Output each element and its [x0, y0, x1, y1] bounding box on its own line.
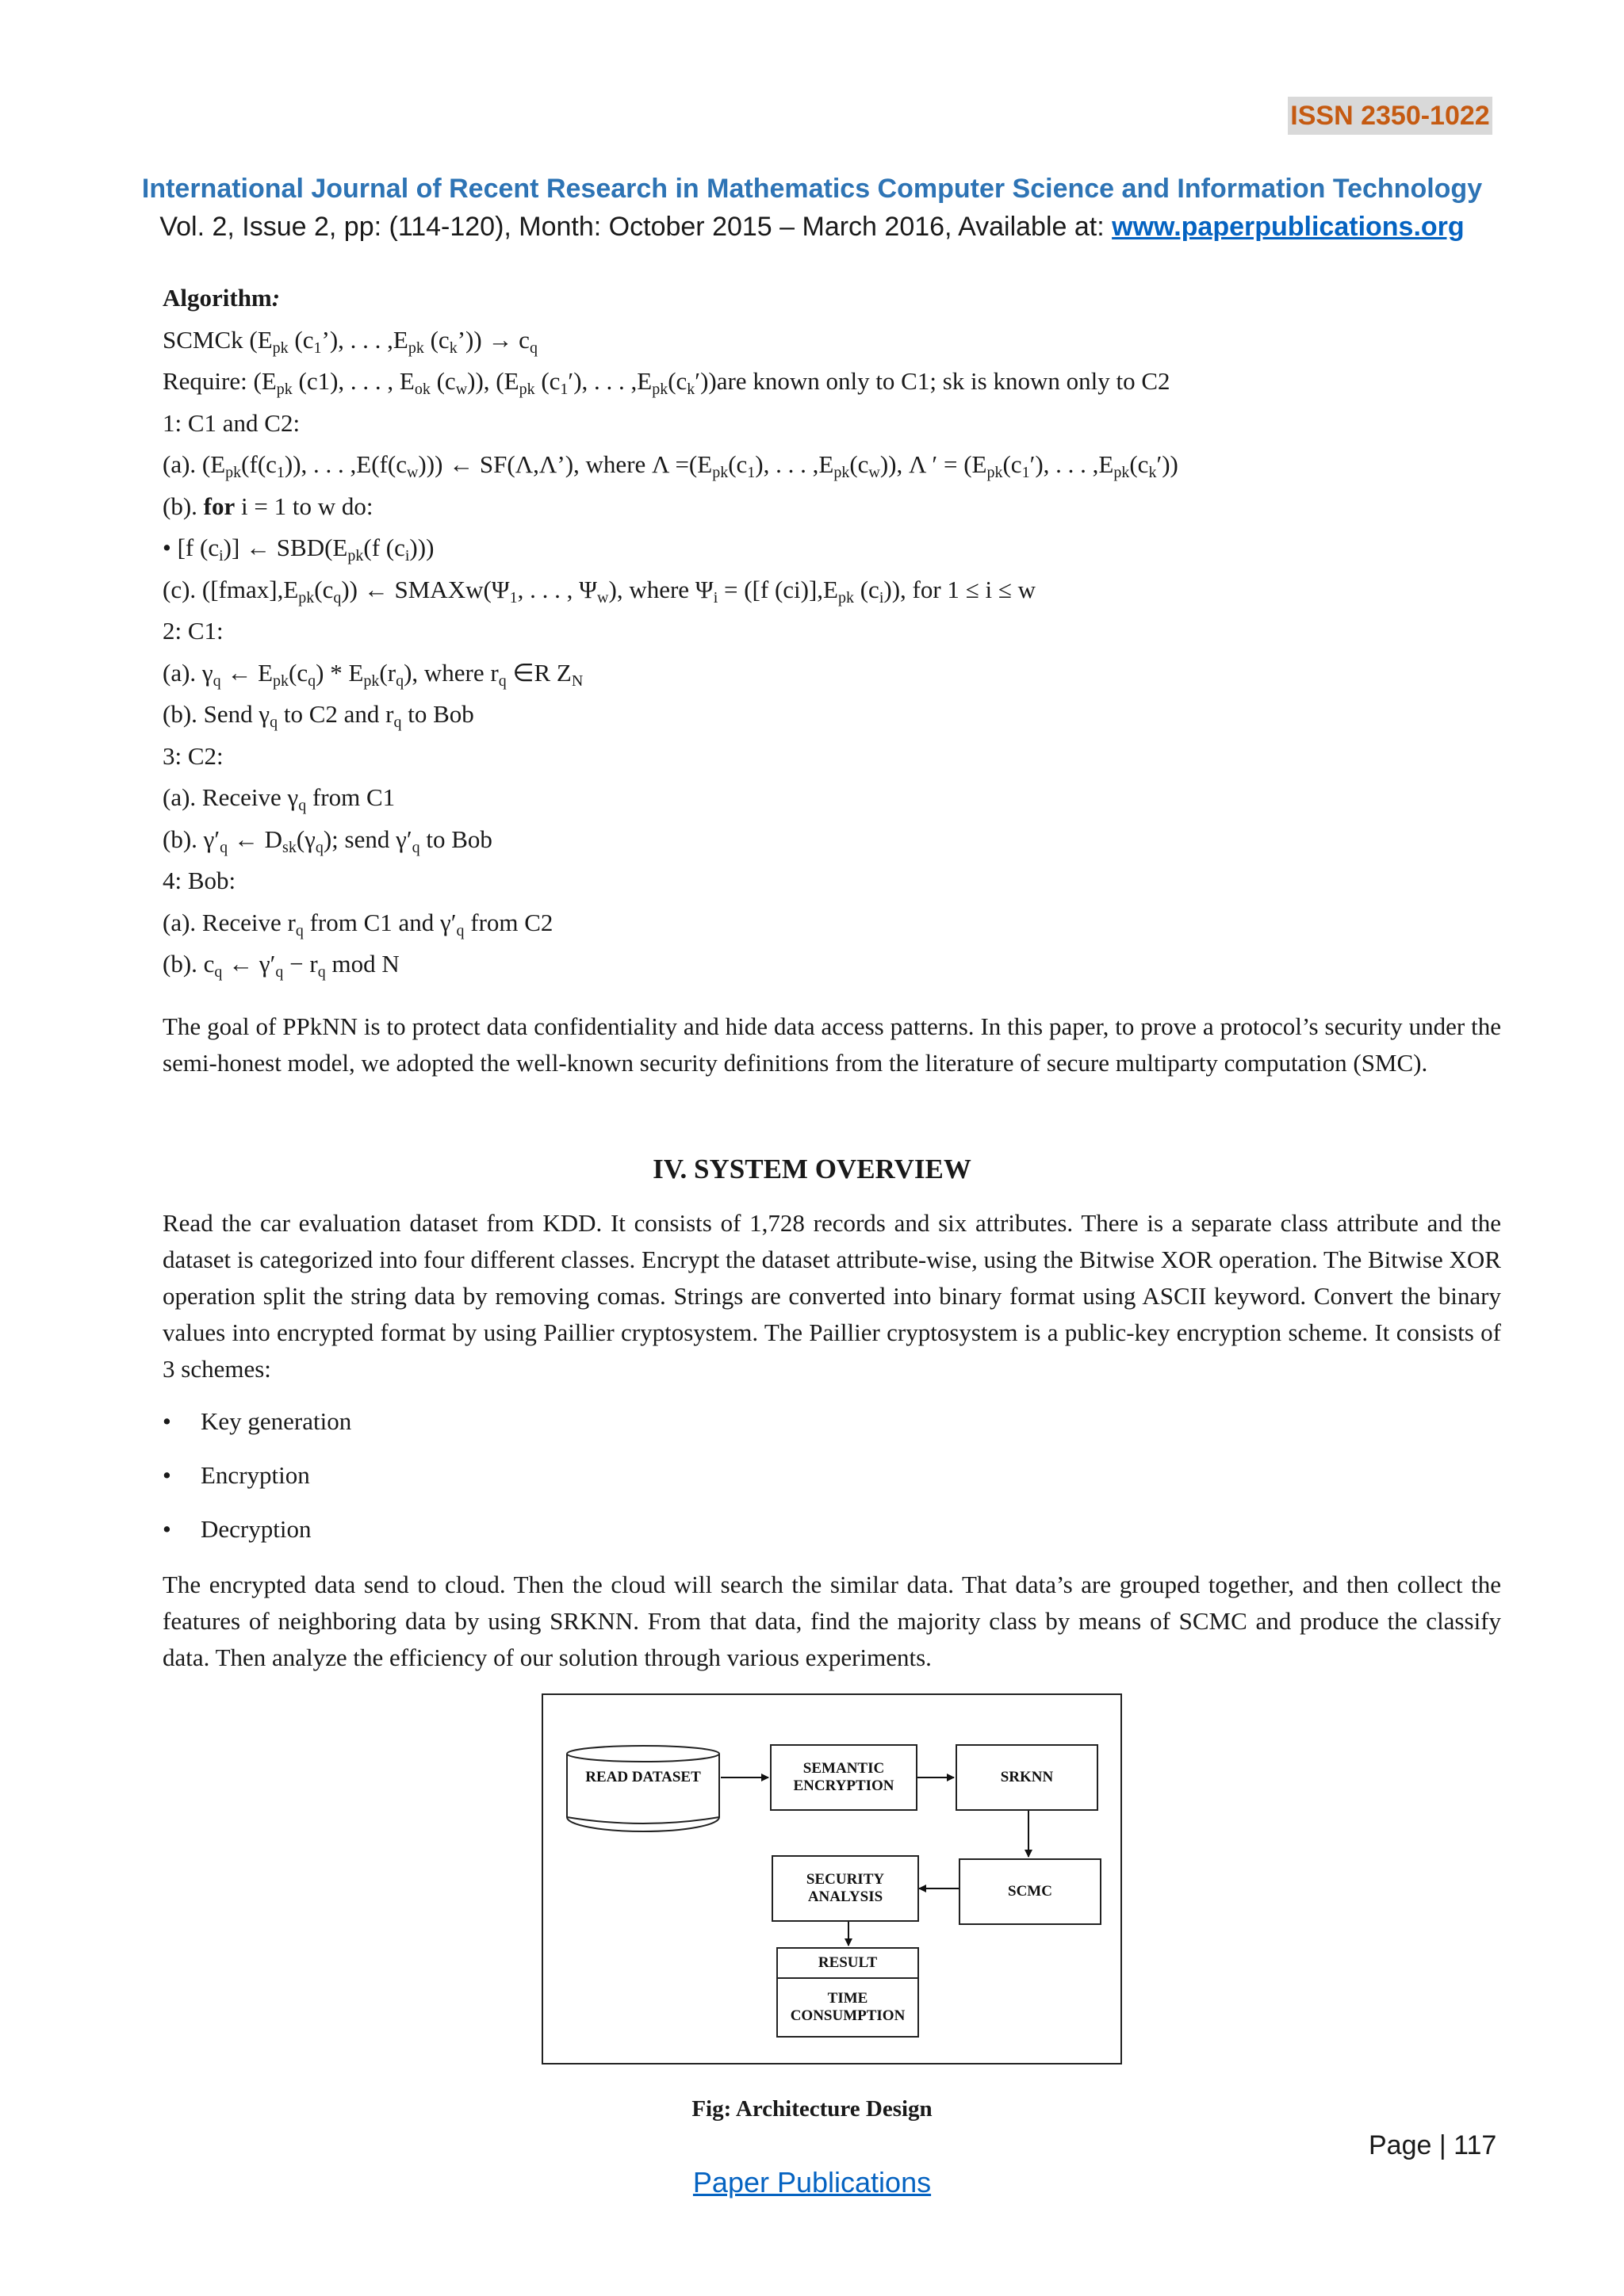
bullet-icon: • — [163, 1515, 171, 1543]
s: q — [412, 838, 420, 856]
figure-caption: Fig: Architecture Design — [691, 2096, 933, 2122]
list-item — [163, 1403, 797, 1457]
algorithm-line — [163, 819, 1501, 861]
s: pk — [408, 339, 424, 357]
t: ) * E — [316, 658, 364, 687]
t: (c). ([fmax],E — [163, 575, 299, 603]
algorithm-line — [163, 902, 1501, 944]
t: ← D — [228, 825, 283, 853]
t: (c — [1129, 450, 1149, 478]
s: q — [529, 339, 538, 357]
s: pk — [837, 588, 854, 607]
t: (f(c — [241, 450, 277, 478]
s: 1 — [560, 381, 569, 398]
algorithm-line — [163, 361, 1501, 403]
list-item-text: Decryption — [201, 1515, 312, 1543]
t: (c — [430, 367, 456, 395]
srknn-box: SRKNN — [956, 1744, 1098, 1811]
keyword-for: for — [203, 492, 236, 520]
t: (c — [534, 367, 561, 395]
t: (r — [379, 658, 396, 687]
s: q — [498, 672, 507, 690]
s: q — [393, 714, 402, 731]
t: − r — [283, 950, 318, 978]
algorithm-title — [163, 277, 1501, 320]
t: (c — [728, 450, 748, 478]
t: ), where Ψ — [608, 575, 714, 603]
algorithm-line — [163, 694, 1501, 736]
result-box: RESULT — [776, 1947, 919, 1979]
scheme-list — [163, 1403, 797, 1565]
t: (b). γ′ — [163, 825, 220, 853]
algorithm-line — [163, 486, 1501, 528]
algorithm-title-text: Algorithm — [163, 284, 272, 312]
algorithm-block — [163, 277, 1501, 985]
s: i — [879, 588, 884, 607]
t: from C1 — [306, 783, 396, 811]
s: k — [1148, 464, 1157, 481]
t: )), . . . ,E(f(c — [284, 450, 407, 478]
bullet-icon: • — [163, 1407, 171, 1435]
t: ))) — [409, 534, 435, 561]
t: , . . . , Ψ — [517, 575, 598, 603]
semantic-encryption-box: SEMANTIC ENCRYPTION — [770, 1744, 917, 1811]
t: (c1), . . . , E — [292, 367, 415, 395]
page-number: Page | 117 — [1369, 2130, 1497, 2160]
s: q — [298, 797, 307, 814]
volume-info — [0, 209, 1624, 244]
t: (b). — [163, 492, 204, 520]
s: q — [214, 963, 223, 981]
t: ′)) — [1156, 450, 1178, 478]
journal-title: International Journal of Recent Research in Mathematics Computer Science and Information Technology — [141, 174, 1483, 204]
section-heading: IV. SYSTEM OVERVIEW — [653, 1154, 971, 1184]
algorithm-line: 4: Bob: — [163, 867, 236, 894]
t: )] ← SBD(E — [223, 534, 348, 561]
s: k — [449, 339, 458, 357]
s: pk — [225, 464, 242, 481]
t: to C2 and r — [278, 700, 394, 728]
list-item-text: Key generation — [201, 1407, 352, 1435]
t: (c — [314, 575, 334, 603]
s: w — [406, 464, 419, 481]
s: k — [687, 381, 695, 398]
algorithm-line — [163, 652, 1501, 695]
s: q — [308, 672, 316, 690]
t: (a). Receive γ — [163, 783, 299, 811]
t: (a). (E — [163, 450, 226, 478]
t: ′))are known only to C1; sk is known only to C2 — [695, 367, 1170, 395]
s: q — [396, 672, 404, 690]
algorithm-line: 1: C1 and C2: — [163, 408, 301, 437]
s: pk — [272, 339, 289, 357]
s: pk — [652, 381, 668, 398]
s: pk — [986, 464, 1003, 481]
t: from C1 and γ′ — [303, 908, 457, 936]
issn-badge: ISSN 2350-1022 — [1288, 97, 1492, 135]
s: q — [270, 714, 278, 731]
s: q — [317, 963, 326, 981]
s: pk — [1113, 464, 1130, 481]
t: ); send γ′ — [323, 825, 412, 853]
t: )) ← SMAXw(Ψ — [341, 575, 510, 603]
footer — [0, 2164, 1624, 2201]
t: mod N — [325, 950, 400, 978]
t: (c — [668, 367, 688, 395]
publisher-link[interactable]: Paper Publications — [692, 2166, 932, 2198]
t: (a). γ — [163, 658, 213, 687]
algorithm-line — [163, 320, 1501, 362]
security-analysis-box: SECURITY ANALYSIS — [772, 1855, 919, 1922]
t: ), where r — [404, 658, 499, 687]
s: q — [295, 921, 304, 939]
s: 1 — [747, 464, 756, 481]
s: w — [868, 464, 880, 481]
s: pk — [363, 672, 380, 690]
bullet-icon: • — [163, 1461, 171, 1489]
t: (b). Send γ — [163, 700, 270, 728]
t: ′), . . . ,E — [1029, 450, 1114, 478]
list-item — [163, 1457, 797, 1511]
s: 1 — [276, 464, 285, 481]
goal-paragraph: The goal of PPkNN is to protect data confidentiality and hide data access patterns. In this paper, to prove a protocol’s security under the semi-honest model, we adopted the well-known security definitions from the literature of secure multiparty computation (SMC). — [163, 1012, 1501, 1077]
scmc-box: SCMC — [959, 1858, 1101, 1925]
t: ∈R Z — [506, 658, 572, 687]
s: 1 — [509, 588, 518, 607]
t: to Bob — [419, 825, 492, 853]
s: q — [456, 921, 465, 939]
s: pk — [276, 381, 293, 398]
s: q — [275, 963, 284, 981]
s: pk — [347, 547, 364, 564]
s: q — [315, 838, 324, 856]
t: (c — [288, 325, 314, 354]
t: ))) ← SF(Λ,Λ’), where Λ =(E — [418, 450, 713, 478]
t: (c — [289, 658, 308, 687]
s: pk — [273, 672, 289, 690]
list-item — [163, 1511, 797, 1565]
t: • [f (c — [163, 534, 220, 561]
s: q — [213, 672, 221, 690]
overview-paragraph: Read the car evaluation dataset from KDD. It consists of 1,728 records and six attributes. There is a separate class attribute and the dataset is categorized into four different classes. Encrypt the dataset attribute-wise, using the Bitwise XOR operation. The Bitwise XOR operation split the string data by removing comas. Strings are converted into binary format using ASCII keyword. Convert the binary values into encrypted format by using Paillier cryptosystem. The Paillier cryptosystem is a public-key encryption scheme. It consists of 3 schemes: — [163, 1209, 1501, 1383]
s: 1 — [313, 339, 322, 357]
t: to Bob — [401, 700, 474, 728]
t: (a). Receive r — [163, 908, 296, 936]
time-consumption-box: TIME CONSUMPTION — [776, 1977, 919, 2038]
t: from C2 — [464, 908, 553, 936]
s: pk — [712, 464, 729, 481]
t: ), . . . ,E — [755, 450, 834, 478]
list-item-text: Encryption — [201, 1461, 310, 1489]
read-dataset-label: READ DATASET — [585, 1769, 701, 1785]
s: q — [220, 838, 228, 856]
algorithm-line — [163, 569, 1501, 611]
t: (c — [1002, 450, 1022, 478]
t: (b). c — [163, 950, 215, 978]
t: )), (E — [467, 367, 519, 395]
s: ok — [414, 381, 431, 398]
s: q — [333, 588, 342, 607]
s: sk — [282, 838, 297, 856]
algorithm-line — [163, 777, 1501, 819]
s: i — [713, 588, 718, 607]
t: ’), . . . ,E — [321, 325, 408, 354]
algorithm-line — [163, 527, 1501, 569]
t: (c — [423, 325, 450, 354]
s: w — [455, 381, 468, 398]
s: pk — [833, 464, 850, 481]
algorithm-line — [163, 943, 1501, 985]
s: pk — [519, 381, 535, 398]
t: (f (c — [363, 534, 405, 561]
t: = ([f (ci)],E — [718, 575, 838, 603]
t: (γ — [296, 825, 316, 853]
algorithm-line — [163, 444, 1501, 486]
s: i — [404, 547, 410, 564]
t: ′), . . . ,E — [568, 367, 653, 395]
cloud-paragraph: The encrypted data send to cloud. Then the cloud will search the similar data. That data’s are grouped together, and then collect the features of neighboring data by using SRKNN. From that data, find the majority class by means of SCMC and produce the classify data. Then analyze the efficiency of our solution through various experiments. — [163, 1571, 1501, 1671]
architecture-diagram — [542, 1693, 1122, 2064]
t: SCMCk (E — [163, 325, 273, 354]
t: ← γ′ — [222, 950, 276, 978]
t: i = 1 to w do: — [235, 492, 373, 520]
t: (c — [853, 575, 879, 603]
t: ← E — [220, 658, 274, 687]
journal-website-link[interactable]: www.paperpublications.org — [1112, 212, 1465, 242]
volume-text: Vol. 2, Issue 2, pp: (114-120), Month: October 2015 – March 2016, Available at: — [159, 212, 1113, 242]
t: Require: (E — [163, 367, 277, 395]
s: pk — [298, 588, 315, 607]
s: i — [219, 547, 224, 564]
s: w — [597, 588, 609, 607]
algorithm-line: 2: C1: — [163, 617, 224, 645]
t: )), Λ ′ = (E — [879, 450, 987, 478]
algorithm-title-colon: : — [271, 284, 281, 312]
t: )), for 1 ≤ i ≤ w — [883, 575, 1036, 603]
algorithm-line: 3: C2: — [163, 741, 224, 770]
s: N — [571, 672, 584, 690]
t: (c — [849, 450, 869, 478]
t: ’)) → c — [457, 325, 530, 354]
s: 1 — [1021, 464, 1030, 481]
